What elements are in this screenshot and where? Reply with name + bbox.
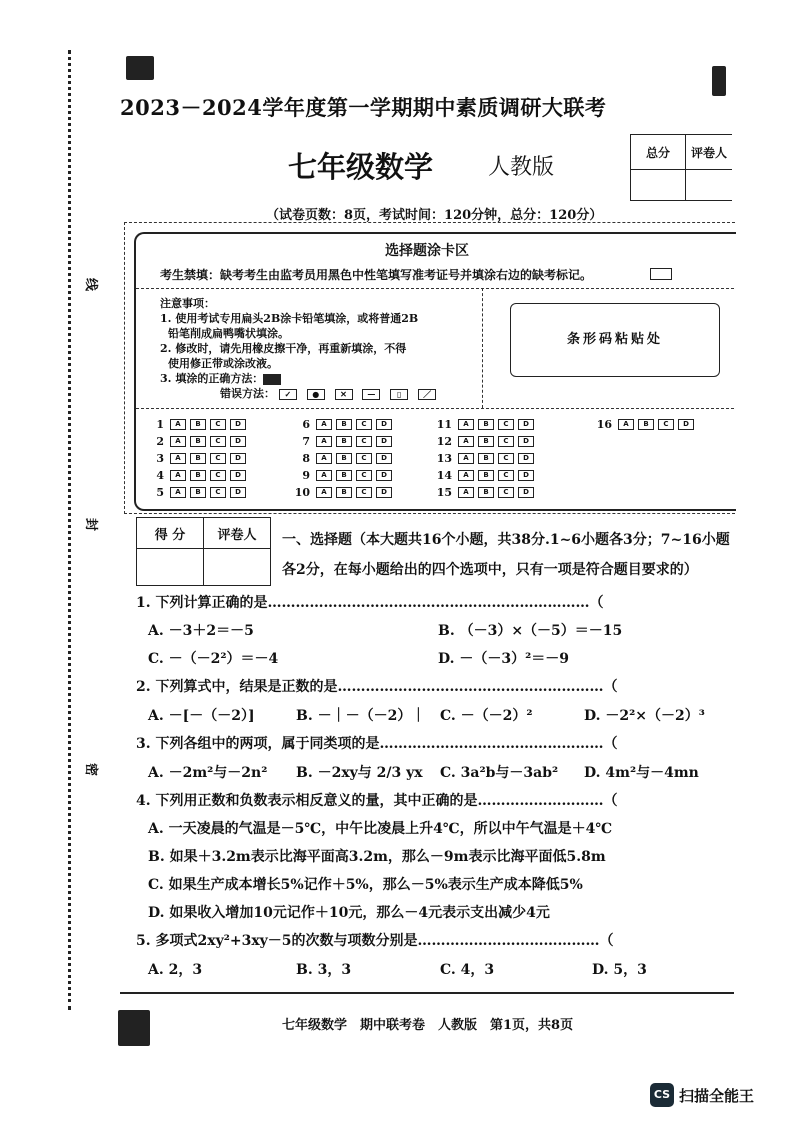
bubble-row — [288, 433, 396, 450]
side-label-xian: 线 — [83, 277, 99, 292]
question-5-option-a: A. 2，3 — [148, 962, 203, 978]
wrong-slash-example: ／ — [418, 389, 436, 400]
side-label-feng: 封 — [83, 517, 99, 532]
grader-header: 评卷人 — [204, 518, 271, 549]
bubble-b[interactable]: B — [478, 453, 494, 464]
bubble-a[interactable]: A — [170, 470, 186, 481]
bubble-d[interactable]: D — [230, 436, 246, 447]
question-3-option-c: C. 3a²b与－3ab² — [440, 765, 559, 781]
bubble-row — [430, 433, 538, 450]
instruction-line: 使用修正带或涂改液。 — [168, 357, 278, 370]
bubble-c[interactable]: C — [498, 487, 514, 498]
instruction-line — [160, 386, 442, 401]
exam-title: 2023－2024学年度第一学期期中素质调研大联考 — [120, 95, 607, 120]
bubble-b[interactable]: B — [190, 470, 206, 481]
bubble-number: 14 — [436, 469, 452, 482]
bubble-c[interactable]: C — [498, 453, 514, 464]
registration-mark-top-left — [126, 56, 154, 80]
question-2-option-d: D. －2²×（－2）³ — [584, 708, 705, 724]
bubble-c[interactable]: C — [658, 419, 674, 430]
bubble-c[interactable]: C — [210, 436, 226, 447]
bubble-row — [142, 450, 250, 467]
question-3-option-a: A. －2m²与－2n² — [148, 765, 268, 781]
bubble-b[interactable]: B — [336, 419, 352, 430]
card-divider-middle — [136, 408, 734, 409]
bubble-a[interactable]: A — [170, 419, 186, 430]
question-2-option-c: C. －（－2）² — [440, 708, 533, 724]
bubble-b[interactable]: B — [478, 470, 494, 481]
bubble-d[interactable]: D — [376, 436, 392, 447]
question-2-option-a: A. －[－（－2）] — [148, 708, 255, 724]
bubble-b[interactable]: B — [638, 419, 654, 430]
question-5-option-c: C. 4，3 — [440, 962, 495, 978]
bubble-d[interactable]: D — [518, 453, 534, 464]
exam-info: （试卷页数：8页，考试时间：120分钟，总分：120分） — [266, 208, 603, 223]
instruction-line: 铅笔削成扁鸭嘴状填涂。 — [168, 327, 289, 340]
bubble-row — [590, 416, 698, 433]
question-2-option-b: B. －｜－（－2）｜ — [296, 708, 426, 724]
section-grader-table — [136, 517, 271, 586]
bubble-row — [288, 450, 396, 467]
bubble-b[interactable]: B — [478, 487, 494, 498]
bubble-d[interactable]: D — [376, 453, 392, 464]
bubble-c[interactable]: C — [356, 436, 372, 447]
bubble-row — [430, 467, 538, 484]
bubble-row — [288, 416, 396, 433]
bubble-row — [430, 484, 538, 501]
camscanner-watermark: 扫描全能王 — [679, 1087, 755, 1105]
bubble-row — [142, 416, 250, 433]
bubble-b[interactable]: B — [190, 487, 206, 498]
bubble-c[interactable]: C — [498, 470, 514, 481]
bubble-d[interactable]: D — [518, 487, 534, 498]
total-score-table — [630, 134, 732, 201]
barcode-label: 条形码粘贴处 — [566, 332, 663, 347]
bubble-row — [288, 467, 396, 484]
bubble-row — [288, 484, 396, 501]
bubble-number: 7 — [302, 435, 310, 448]
section-score-cell[interactable] — [137, 549, 204, 586]
bubble-row — [430, 416, 538, 433]
bubble-number: 5 — [156, 486, 164, 499]
bubble-c[interactable]: C — [498, 419, 514, 430]
bubble-a[interactable]: A — [316, 436, 332, 447]
bubble-b[interactable]: B — [336, 436, 352, 447]
bubble-a[interactable]: A — [618, 419, 634, 430]
bubble-c[interactable]: C — [356, 453, 372, 464]
bubble-d[interactable]: D — [518, 419, 534, 430]
bubble-a[interactable]: A — [316, 419, 332, 430]
bubble-number: 2 — [156, 435, 164, 448]
question-1-stem: 1. 下列计算正确的是……………………………………………………………（ — [136, 595, 604, 611]
question-4-option-b: B. 如果＋3.2m表示比海平面高3.2m，那么－9m表示比海平面低5.8m — [148, 849, 606, 865]
question-4-option-d: D. 如果收入增加10元记作＋10元，那么－4元表示支出减少4元 — [148, 905, 550, 921]
bubble-b[interactable]: B — [190, 419, 206, 430]
correct-method-label: 3. 填涂的正确方法： — [160, 372, 264, 385]
bubble-a[interactable]: A — [458, 419, 474, 430]
question-2-stem: 2. 下列算式中，结果是正数的是…………………………………………………（ — [136, 679, 618, 695]
bubble-number: 16 — [596, 418, 612, 431]
question-3-option-b: B. －2xy与 2/3 yx — [296, 765, 423, 781]
bubble-a[interactable]: A — [458, 453, 474, 464]
wrong-dot-example: ● — [307, 389, 325, 400]
question-1-option-b: B. （－3）×（－5）＝－15 — [438, 623, 623, 639]
instruction-line: 1. 使用考试专用扁头2B涂卡铅笔填涂，或将普通2B — [160, 312, 419, 325]
bubble-d[interactable]: D — [230, 487, 246, 498]
bubble-number: 6 — [302, 418, 310, 431]
bubble-b[interactable]: B — [190, 436, 206, 447]
question-3-stem: 3. 下列各组中的两项，属于同类项的是…………………………………………（ — [136, 736, 618, 752]
bubble-a[interactable]: A — [458, 436, 474, 447]
side-label-mi: 密 — [83, 762, 99, 777]
bubble-c[interactable]: C — [356, 419, 372, 430]
bubble-c[interactable]: C — [210, 453, 226, 464]
bubble-number: 13 — [436, 452, 452, 465]
question-5-option-d: D. 5，3 — [592, 962, 647, 978]
section-grader-cell[interactable] — [204, 549, 271, 586]
wrong-check-example: ✓ — [279, 389, 297, 400]
question-3-option-d: D. 4m²与－4mn — [584, 765, 699, 781]
bubble-number: 1 — [156, 418, 164, 431]
wrong-cross-example: ✕ — [335, 389, 353, 400]
bubble-d[interactable]: D — [518, 436, 534, 447]
edition-label: 人教版 — [488, 155, 555, 180]
wrong-method-label: 错误方法： — [220, 387, 275, 400]
bubble-b[interactable]: B — [336, 453, 352, 464]
instruction-line: 注意事项： — [160, 297, 215, 310]
bubble-number: 11 — [436, 418, 452, 431]
bubble-number: 9 — [302, 469, 310, 482]
bubble-row — [430, 450, 538, 467]
bubble-a[interactable]: A — [316, 470, 332, 481]
bubble-d[interactable]: D — [678, 419, 694, 430]
bubble-c[interactable]: C — [356, 487, 372, 498]
bubble-number: 12 — [436, 435, 452, 448]
bubble-c[interactable]: C — [210, 419, 226, 430]
bubble-column-3 — [430, 416, 538, 501]
bubble-c[interactable]: C — [356, 470, 372, 481]
card-divider-top — [136, 288, 734, 289]
score-header: 得 分 — [137, 518, 204, 549]
bubble-b[interactable]: B — [336, 470, 352, 481]
binding-dotted-line — [68, 50, 71, 1010]
section-heading — [282, 525, 732, 585]
bubble-d[interactable]: D — [518, 470, 534, 481]
instruction-line: 2. 修改时，请先用橡皮擦干净，再重新填涂，不得 — [160, 342, 407, 355]
bubble-c[interactable]: C — [210, 487, 226, 498]
bubble-b[interactable]: B — [336, 487, 352, 498]
correct-fill-example — [263, 374, 281, 385]
absence-instruction: 考生禁填：缺考考生由监考员用黑色中性笔填写准考证号并填涂右边的缺考标记。 — [160, 268, 593, 282]
bubble-a[interactable]: A — [316, 453, 332, 464]
absence-mark-box[interactable] — [650, 268, 672, 280]
bubble-a[interactable]: A — [458, 487, 474, 498]
section-heading-line: 各2分，在每小题给出的四个选项中，只有一项是符合题目要求的） — [282, 562, 698, 578]
bubble-number: 10 — [294, 486, 310, 499]
bubble-d[interactable]: D — [376, 470, 392, 481]
total-score-header: 总分 — [631, 135, 686, 170]
question-5-option-b: B. 3，3 — [296, 962, 352, 978]
bubble-c[interactable]: C — [210, 470, 226, 481]
instruction-line — [160, 371, 442, 386]
bubble-d[interactable]: D — [230, 470, 246, 481]
bubble-d[interactable]: D — [376, 487, 392, 498]
total-score-cell[interactable] — [631, 170, 686, 201]
question-1-option-a: A. －3＋2＝－5 — [148, 623, 254, 639]
bubble-b[interactable]: B — [190, 453, 206, 464]
question-5-stem: 5. 多项式2xy²+3xy－5的次数与项数分别是…………………………………（ — [136, 933, 614, 949]
bubble-a[interactable]: A — [458, 470, 474, 481]
registration-mark-bottom-left — [118, 1010, 150, 1046]
wrong-line-example: — — [362, 389, 380, 400]
wrong-partial-example: ▯ — [390, 389, 408, 400]
bubble-a[interactable]: A — [170, 436, 186, 447]
barcode-area — [510, 303, 720, 377]
question-1-option-d: D. －（－3）²＝－9 — [438, 651, 570, 667]
bubble-number: 15 — [436, 486, 452, 499]
bubble-number: 8 — [302, 452, 310, 465]
instructions-block — [160, 296, 442, 401]
bubble-row — [142, 484, 250, 501]
bubble-b[interactable]: B — [478, 436, 494, 447]
question-4-stem: 4. 下列用正数和负数表示相反意义的量，其中正确的是………………………（ — [136, 793, 618, 809]
bubble-a[interactable]: A — [316, 487, 332, 498]
bubble-a[interactable]: A — [170, 487, 186, 498]
answer-card-title: 选择题涂卡区 — [385, 243, 469, 259]
bubble-column-1 — [142, 416, 250, 501]
footer-rule — [120, 992, 734, 994]
bubble-d[interactable]: D — [230, 419, 246, 430]
bubble-column-4 — [590, 416, 698, 433]
bubble-a[interactable]: A — [170, 453, 186, 464]
bubble-number: 4 — [156, 469, 164, 482]
bubble-row — [142, 433, 250, 450]
bubble-number: 3 — [156, 452, 164, 465]
bubble-row — [142, 467, 250, 484]
camscanner-logo: CS — [650, 1083, 674, 1107]
bubble-d[interactable]: D — [230, 453, 246, 464]
bubble-b[interactable]: B — [478, 419, 494, 430]
page-footer: 七年级数学 期中联考卷 人教版 第1页，共8页 — [282, 1018, 574, 1033]
question-1-option-c: C. －（－2²）＝－4 — [148, 651, 279, 667]
question-4-option-c: C. 如果生产成本增长5%记作＋5%，那么－5%表示生产成本降低5% — [148, 877, 583, 893]
grader-header: 评卷人 — [686, 135, 733, 170]
question-4-option-a: A. 一天凌晨的气温是－5℃，中午比凌晨上升4℃，所以中午气温是＋4℃ — [148, 821, 613, 837]
bubble-c[interactable]: C — [498, 436, 514, 447]
bubble-d[interactable]: D — [376, 419, 392, 430]
card-divider-vertical — [482, 288, 483, 408]
section-heading-line: 一、选择题（本大题共16个小题，共38分.1~6小题各3分；7~16小题 — [282, 532, 730, 548]
bubble-column-2 — [288, 416, 396, 501]
grader-cell[interactable] — [686, 170, 733, 201]
subject-title: 七年级数学 — [288, 150, 434, 184]
